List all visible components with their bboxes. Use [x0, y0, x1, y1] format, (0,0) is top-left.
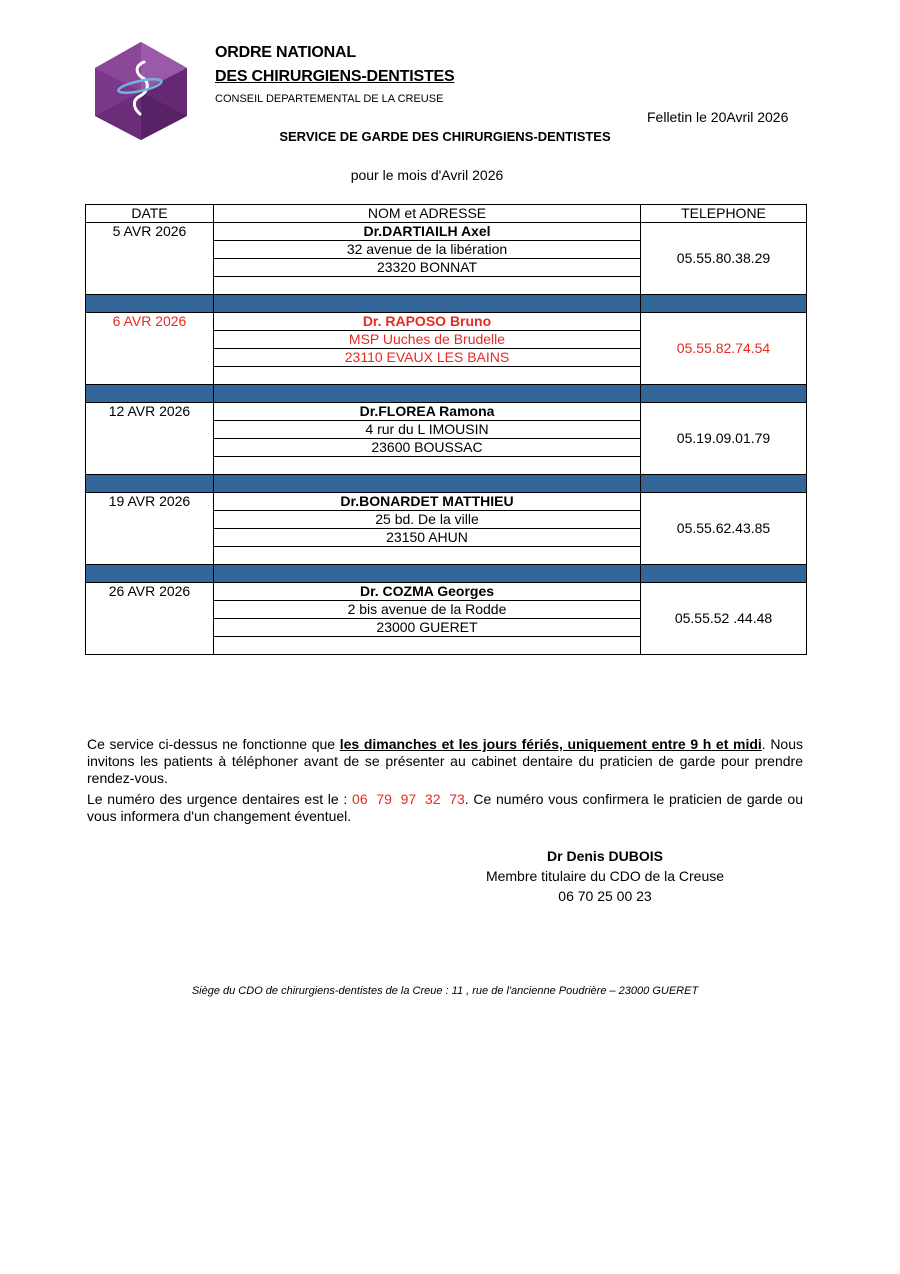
entry-city: 23000 GUERET: [214, 619, 641, 637]
entry-phone: 05.55.52 .44.48: [641, 583, 807, 655]
place-date: Felletin le 20Avril 2026: [647, 109, 789, 125]
table-row: [86, 403, 807, 421]
notice-text: . Ce numéro vous confirmera le praticien de garde ou vous informera d'un changement éventuel.: [87, 791, 803, 824]
entry-date: 12 AVR 2026: [86, 403, 214, 475]
entry-phone: 05.55.82.74.54: [641, 313, 807, 385]
table-row: [86, 313, 807, 331]
entry-city: 23600 BOUSSAC: [214, 439, 641, 457]
signatory-role: Membre titulaire du CDO de la Creuse: [485, 868, 725, 884]
notice-text: . Nous invitons les patients à téléphoner avant de se présenter au cabinet dentaire du praticien de garde pour prendre rendez-vous.: [87, 736, 804, 786]
page-title: SERVICE DE GARDE DES CHIRURGIENS-DENTISTES: [279, 129, 611, 144]
signatory-phone: 06 70 25 00 23: [558, 888, 652, 904]
emergency-number: 06 79 97 32 73: [352, 791, 465, 807]
org-name-line1: ORDRE NATIONAL: [215, 44, 356, 61]
ordre-logo-icon: [90, 40, 192, 142]
month-label: pour le mois d'Avril 2026: [350, 167, 504, 183]
org-name-line2: DES CHIRURGIENS-DENTISTES: [215, 68, 455, 85]
garde-table: [85, 204, 807, 655]
entry-date: 5 AVR 2026: [86, 223, 214, 295]
entry-address: 25 bd. De la ville: [214, 511, 641, 529]
table-row: [86, 493, 807, 511]
entry-address: MSP Uuches de Brudelle: [214, 331, 641, 349]
entry-blank: [214, 637, 641, 655]
entry-date: 19 AVR 2026: [86, 493, 214, 565]
entry-name: Dr. RAPOSO Bruno: [214, 313, 641, 331]
entry-city: 23150 AHUN: [214, 529, 641, 547]
notice-text: Ce service ci-dessus ne fonctionne que: [87, 736, 340, 752]
entry-address: 2 bis avenue de la Rodde: [214, 601, 641, 619]
entry-address: 4 rur du L IMOUSIN: [214, 421, 641, 439]
entry-date: 6 AVR 2026: [86, 313, 214, 385]
entry-blank: [214, 547, 641, 565]
org-council: CONSEIL DEPARTEMENTAL DE LA CREUSE: [215, 93, 444, 105]
entry-name: Dr.BONARDET MATTHIEU: [214, 493, 641, 511]
entry-blank: [214, 457, 641, 475]
entry-city: 23110 EVAUX LES BAINS: [214, 349, 641, 367]
notice-text: Le numéro des urgence dentaires est le :: [87, 791, 353, 807]
header-date: DATE: [86, 205, 214, 223]
header-name: NOM et ADRESSE: [214, 205, 641, 223]
notice-hours: les dimanches et les jours fériés, uniquement entre 9 h et midi: [339, 736, 762, 752]
separator-row: [86, 565, 807, 583]
header-phone: TELEPHONE: [641, 205, 807, 223]
entry-phone: 05.55.80.38.29: [641, 223, 807, 295]
notice-paragraph-emergency: [87, 791, 803, 825]
separator-row: [86, 385, 807, 403]
entry-name: Dr. COZMA Georges: [214, 583, 641, 601]
entry-address: 32 avenue de la libération: [214, 241, 641, 259]
entry-blank: [214, 277, 641, 295]
table-header-row: [86, 205, 807, 223]
signature-block: [430, 846, 780, 906]
entry-name: Dr.DARTIAILH Axel: [214, 223, 641, 241]
table-row: [86, 583, 807, 601]
signatory-name: Dr Denis DUBOIS: [547, 848, 663, 864]
entry-blank: [214, 367, 641, 385]
separator-row: [86, 295, 807, 313]
entry-phone: 05.55.62.43.85: [641, 493, 807, 565]
entry-name: Dr.FLOREA Ramona: [214, 403, 641, 421]
notice-paragraph-hours: [87, 736, 803, 787]
entry-date: 26 AVR 2026: [86, 583, 214, 655]
separator-row: [86, 475, 807, 493]
table-row: [86, 223, 807, 241]
footer-address: Siège du CDO de chirurgiens-dentistes de la Creue : 11 , rue de l'ancienne Poudrière – 23000 GUERET: [191, 985, 699, 997]
entry-city: 23320 BONNAT: [214, 259, 641, 277]
entry-phone: 05.19.09.01.79: [641, 403, 807, 475]
